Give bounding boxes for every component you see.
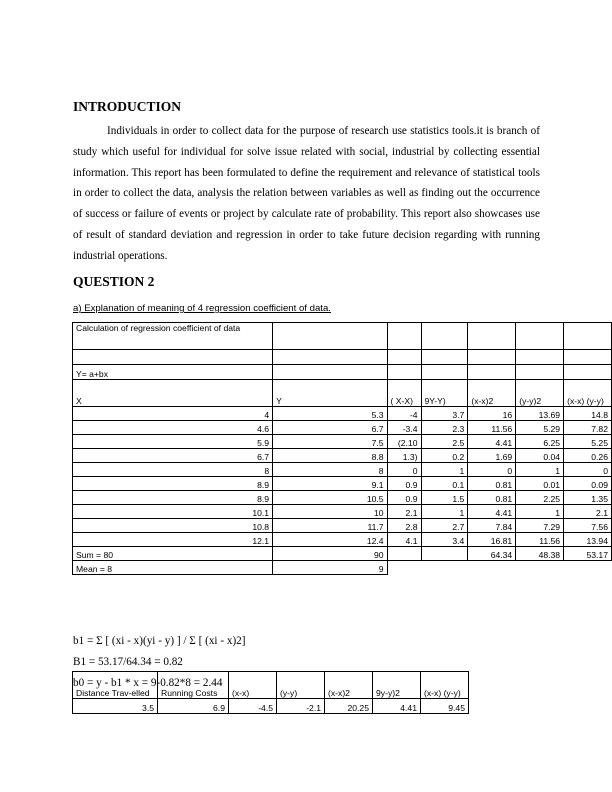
table-row <box>73 477 612 491</box>
table-cell: 0.9 <box>387 491 421 505</box>
sum-label: Sum = 80 <box>73 547 273 561</box>
table-cell: 7.82 <box>564 421 612 435</box>
table-cell: 13.94 <box>564 533 612 547</box>
table-cell: 3.5 <box>73 699 158 714</box>
table-cell: 10.1 <box>73 505 273 519</box>
table-cell: 0 <box>468 463 516 477</box>
table-cell: -4 <box>387 407 421 421</box>
table-cell <box>387 547 421 561</box>
table-row <box>73 435 612 449</box>
table-cell: 4.41 <box>468 435 516 449</box>
table-cell: 7.84 <box>468 519 516 533</box>
column-header: (x-x) (y-y) <box>421 672 469 699</box>
table-cell: 0.9 <box>387 477 421 491</box>
table-cell: 1.3) <box>387 449 421 463</box>
table-cell: 2.1 <box>387 505 421 519</box>
column-header: 9Y-Y) <box>421 380 468 407</box>
table-cell: 90 <box>273 547 387 561</box>
table-cell: 48.38 <box>516 547 564 561</box>
table-cell: 0.09 <box>564 477 612 491</box>
table-cell: 2.1 <box>564 505 612 519</box>
regression-equation: Y= a+bx <box>73 365 273 380</box>
table-cell: 20.25 <box>325 699 373 714</box>
column-header: Y <box>273 380 387 407</box>
table-cell: 2.3 <box>421 421 468 435</box>
table-cell: 0 <box>564 463 612 477</box>
table-cell: 12.4 <box>273 533 387 547</box>
column-header: (y-y)2 <box>516 380 564 407</box>
table-cell: 6.25 <box>516 435 564 449</box>
b1-value: B1 = 53.17/64.34 = 0.82 <box>73 656 183 668</box>
table-cell: 1 <box>516 505 564 519</box>
table-cell: 7.29 <box>516 519 564 533</box>
table-cell: 0.26 <box>564 449 612 463</box>
column-header: (y-y) <box>277 672 325 699</box>
question-2-heading: QUESTION 2 <box>73 274 155 289</box>
sum-row <box>73 547 612 561</box>
table-cell: 8.8 <box>273 449 387 463</box>
table-cell: 9.1 <box>273 477 387 491</box>
table-cell <box>421 547 468 561</box>
table-cell: 16 <box>468 407 516 421</box>
table-cell: 8 <box>273 463 387 477</box>
table-cell: -4.5 <box>229 699 277 714</box>
distance-header-row <box>73 672 469 699</box>
table-cell: 4.41 <box>373 699 421 714</box>
table-cell: 0.2 <box>421 449 468 463</box>
table-cell: 0 <box>387 463 421 477</box>
table-cell: 7.5 <box>273 435 387 449</box>
column-header: 9y-y)2 <box>373 672 421 699</box>
mean-label: Mean = 8 <box>73 561 273 575</box>
table-cell: 8 <box>73 463 273 477</box>
table-cell: 11.7 <box>273 519 387 533</box>
table-row <box>73 533 612 547</box>
column-header: (x-x)2 <box>325 672 373 699</box>
table-cell: 9 <box>273 561 387 575</box>
table-cell: 1 <box>516 463 564 477</box>
table-cell: 6.7 <box>73 449 273 463</box>
column-header: Distance Trav-elled <box>73 672 158 699</box>
table-cell: (2.10 <box>387 435 421 449</box>
table-cell: 0.01 <box>516 477 564 491</box>
table-cell: 7.56 <box>564 519 612 533</box>
table-cell: 5.9 <box>73 435 273 449</box>
column-header: Running Costs <box>158 672 229 699</box>
table-row <box>73 491 612 505</box>
table-cell: 53.17 <box>564 547 612 561</box>
table-row <box>73 449 612 463</box>
table-row <box>73 421 612 435</box>
table-cell: 6.9 <box>158 699 229 714</box>
table-cell: 5.25 <box>564 435 612 449</box>
table-cell: 11.56 <box>516 533 564 547</box>
column-header: ( X-X) <box>387 380 421 407</box>
table-cell: 4 <box>73 407 273 421</box>
table-cell: 10.5 <box>273 491 387 505</box>
table-equation-row <box>73 365 612 380</box>
table-cell: 5.29 <box>516 421 564 435</box>
column-header: X <box>73 380 273 407</box>
table-cell: 9.45 <box>421 699 469 714</box>
table-cell: 1 <box>421 463 468 477</box>
distance-table <box>72 671 469 714</box>
introduction-heading: INTRODUCTION <box>73 99 182 114</box>
table-header-row <box>73 380 612 407</box>
b0-value: b0 = y - b1 * x = 9-0.82*8 = 2.44 <box>73 677 223 689</box>
table-cell: 10.8 <box>73 519 273 533</box>
table-cell: 4.6 <box>73 421 273 435</box>
b1-formula: b1 = Σ [ (xi - x)(yi - y) ] / Σ [ (xi - x)2] <box>73 635 246 647</box>
table-cell: 11.56 <box>468 421 516 435</box>
table-cell: 3.7 <box>421 407 468 421</box>
table-cell: 12.1 <box>73 533 273 547</box>
table-cell: 14.8 <box>564 407 612 421</box>
table-title: Calculation of regression coefficient of data <box>73 323 273 350</box>
table-cell: 2.25 <box>516 491 564 505</box>
column-header: (x-x) (y-y) <box>564 380 612 407</box>
column-header: (x-x) <box>229 672 277 699</box>
question-2-subheading: a) Explanation of meaning of 4 regression coefficient of data. <box>73 303 331 314</box>
table-row <box>73 463 612 477</box>
table-cell: 16.81 <box>468 533 516 547</box>
table-cell: 2.8 <box>387 519 421 533</box>
column-header: (x-x)2 <box>468 380 516 407</box>
regression-table <box>72 322 612 575</box>
table-cell: 0.81 <box>468 491 516 505</box>
table-cell: 3.4 <box>421 533 468 547</box>
table-blank-row <box>73 350 612 365</box>
distance-data-row <box>73 699 469 714</box>
table-cell: 8.9 <box>73 477 273 491</box>
table-cell: 2.5 <box>421 435 468 449</box>
introduction-body: Individuals in order to collect data for the purpose of research use statistics tools.it is branch of study which useful for individual for solve issue related with social, industrial by collecting essential information. This report has been formulated to define the requirement and relevance of statistical tools in order to collect the data, analysis the relation between variables as well as finding out the occurrence of success or failure of events or project by calculate rate of probability. This report also showcases use of result of standard deviation and regression in order to take future decision regarding with running industrial operations. <box>73 125 540 262</box>
mean-row <box>73 561 612 575</box>
table-title-row <box>73 323 612 350</box>
table-row <box>73 519 612 533</box>
table-cell: 1.69 <box>468 449 516 463</box>
table-cell: -3.4 <box>387 421 421 435</box>
table-cell: 10 <box>273 505 387 519</box>
table-cell: -2.1 <box>277 699 325 714</box>
table-cell: 2.7 <box>421 519 468 533</box>
table-cell: 4.1 <box>387 533 421 547</box>
table-cell: 5.3 <box>273 407 387 421</box>
table-cell: 64.34 <box>468 547 516 561</box>
table-cell: 1.35 <box>564 491 612 505</box>
table-cell: 6.7 <box>273 421 387 435</box>
table-cell: 1 <box>421 505 468 519</box>
table-cell: 8.9 <box>73 491 273 505</box>
table-cell: 13.69 <box>516 407 564 421</box>
table-row <box>73 505 612 519</box>
table-row <box>73 407 612 421</box>
table-cell: 4.41 <box>468 505 516 519</box>
table-cell: 0.81 <box>468 477 516 491</box>
table-cell: 0.04 <box>516 449 564 463</box>
table-cell: 1.5 <box>421 491 468 505</box>
table-cell: 0.1 <box>421 477 468 491</box>
